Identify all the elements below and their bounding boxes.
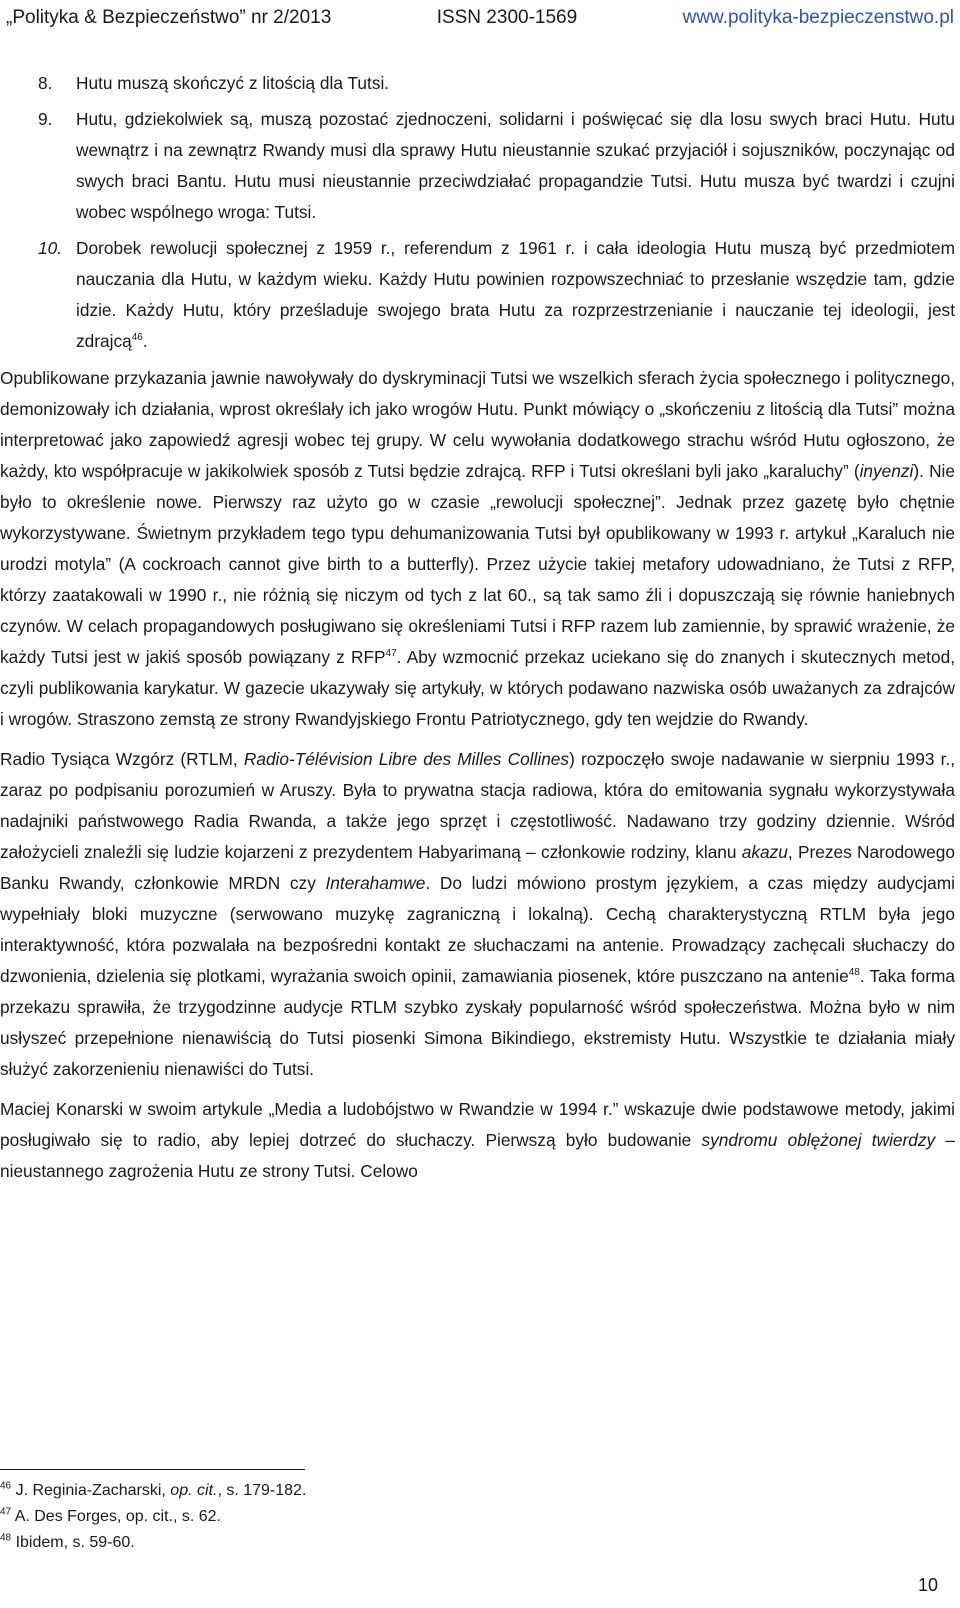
- website-link[interactable]: www.polityka-bezpieczenstwo.pl: [682, 7, 954, 28]
- footnote: $^{47}$ A. Des Forges, op. cit., s. 62.: [0, 1506, 221, 1525]
- page-header: [0, 0, 960, 36]
- list-number: 10.: [38, 238, 63, 258]
- main-text: [0, 68, 955, 1196]
- footnote: $^{46}$ J. Reginia-Zacharski, op. cit., s. 179-182.: [0, 1480, 307, 1499]
- issn: ISSN 2300-1569: [436, 7, 578, 28]
- journal-title: „Polityka & Bezpieczeństwo” nr 2/2013: [6, 7, 332, 28]
- list-text: Hutu, gdziekolwiek są, muszą pozostać zjednoczeni, solidarni i poświęcać się dla losu swych braci Hutu. Hutu wewnątrz i na zewnątrz Rwandy musi dla sprawy Hutu nieustannie szukać przyjaciół i sojuszników, poczynając od swych braci Bantu. Hutu musi nieustannie przeciwdziałać propagandzie Tutsi. Hutu musza być twardzi i czujni wobec wspólnego wroga: Tutsi.: [76, 109, 955, 222]
- paragraph: Radio Tysiąca Wzgórz (RTLM, Radio-Télévision Libre des Milles Collines) rozpoczęło swoje nadawanie w sierpniu 1993 r., zaraz po podpisaniu porozumień w Aruszy. Była to prywatna stacja radiowa, która do emitowania sygnału wykorzystywała nadajniki państwowego Radia Rwanda, a także jego sprzęt i częstotliwość. Nadawano trzy godziny dziennie. Wśród założycieli znaleźli się ludzie kojarzeni z prezydentem Habyarimaną – członkowie rodziny, klanu akazu, Prezes Narodowego Banku Rwandy, członkowie MRDN czy Interahamwe. Do ludzi mówiono prostym językiem, a czas między audycjami wypełniały bloki muzyczne (serwowano muzykę zagraniczną i lokalną). Cechą charakterystyczną RTLM była jego interaktywność, która pozwalała na bezpośredni kontakt ze słuchaczami na antenie. Prowadzący zachęcali słuchaczy do dzwonienia, dzielenia się plotkami, wyrażania swoich opinii, zamawiania piosenek, które puszczano na antenie$^{48}$. Taka forma przekazu sprawiła, że trzygodzinne audycje RTLM szybko zyskały popularność wśród społeczeństwa. Można było w nim usłyszeć przepełnione nienawiścią do Tutsi piosenki Simona Bikindiego, ekstremisty Hutu. Wszystkie te działania miały służyć zakorzenieniu nienawiści do Tutsi.: [0, 749, 955, 1079]
- footnote-divider: [0, 1469, 305, 1470]
- list-item: [38, 68, 955, 99]
- list-text: Dorobek rewolucji społecznej z 1959 r., referendum z 1961 r. i cała ideologia Hutu muszą być przedmiotem nauczania dla Hutu, w każdym wieku. Każdy Hutu powinien rozpowszechniać to przesłanie wszędzie tam, gdzie idzie. Każdy Hutu, który prześladuje swojego brata Hutu za rozprzestrzenianie i nauczanie tej ideologii, jest zdrajcą$^{46}$.: [76, 238, 955, 351]
- list-item: [38, 104, 955, 228]
- list-text: Hutu muszą skończyć z litością dla Tutsi.: [76, 73, 390, 93]
- footnote: $^{48}$ Ibidem, s. 59-60.: [0, 1532, 135, 1551]
- paragraph: Maciej Konarski w swoim artykule „Media a ludobójstwo w Rwandzie w 1994 r.” wskazuje dwie podstawowe metody, jakimi posługiwało się to radio, aby lepiej dotrzeć do słuchaczy. Pierwszą było budowanie syndromu oblężonej twierdzy – nieustannego zagrożenia Hutu ze strony Tutsi. Celowo: [0, 1099, 955, 1181]
- footnote-ref[interactable]: 46: [131, 332, 143, 344]
- footnote-ref[interactable]: 48: [848, 967, 860, 979]
- page-number: 10: [917, 1575, 938, 1595]
- list-item: [38, 233, 955, 357]
- list-number: 9.: [38, 109, 53, 129]
- footnote-ref[interactable]: 47: [385, 648, 397, 660]
- paragraph: Opublikowane przykazania jawnie nawoływały do dyskryminacji Tutsi we wszelkich sferach życia społecznego i politycznego, demonizowały ich działania, wprost określały ich jako wrogów Hutu. Punkt mówiący o „skończeniu z litością dla Tutsi” można interpretować jako zapowiedź agresji wobec tej grupy. W celu wywołania dodatkowego strachu wśród Hutu ogłoszono, że każdy, kto współpracuje w jakikolwiek sposób z Tutsi będzie zdrajcą. RFP i Tutsi określani byli jako „karaluchy” (inyenzi). Nie było to określenie nowe. Pierwszy raz użyto go w czasie „rewolucji społecznej”. Jednak przez gazetę było chętnie wykorzystywane. Świetnym przykładem tego typu dehumanizowania Tutsi był opublikowany w 1993 r. artykuł „Karaluch nie urodzi motyla” (A cockroach cannot give birth to a butterfly). Przez użycie takiej metafory udowadniano, że Tutsi z RFP, którzy zaatakowali w 1990 r., nie różnią się niczym od tych z lat 60., są tak samo źli i dopuszczają się równie haniebnych czynów. W celach propagandowych posługiwano się określeniami Tutsi i RFP razem lub zamiennie, by sprawić wrażenie, że każdy Tutsi jest w jakiś sposób powiązany z RFP$^{47}$. Aby wzmocnić przekaz uciekano się do znanych i skutecznych metod, czyli publikowania karykatur. W gazecie ukazywały się artykuły, w których podawano nazwiska osób uważanych za zdrajców i wrogów. Straszono zemstą ze strony Rwandyjskiego Frontu Patriotycznego, gdy ten wejdzie do Rwandy.: [0, 368, 955, 729]
- footnotes: [0, 1478, 306, 1556]
- list-number: 8.: [38, 73, 53, 93]
